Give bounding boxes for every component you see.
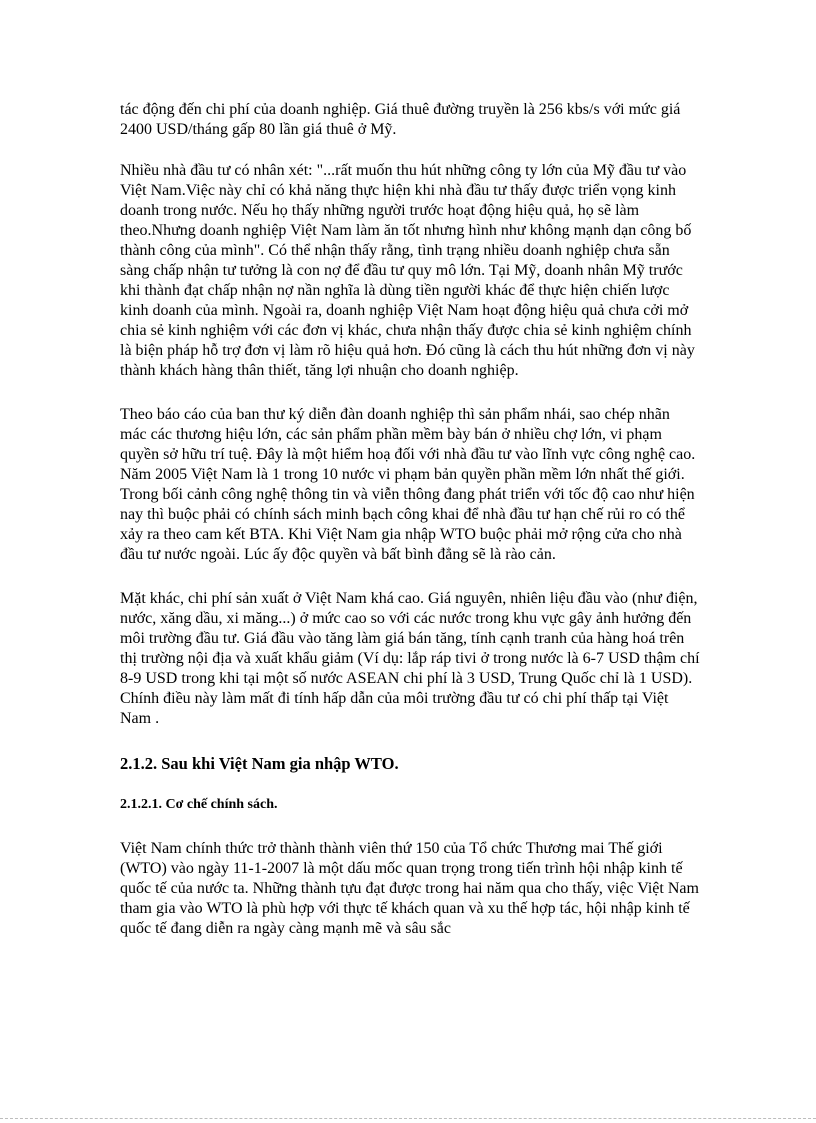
paragraph-investor-comments: Nhiều nhà đầu tư có nhân xét: "...rất muốn thu hút những công ty lớn của Mỹ đầu tư vào Việt Nam.Việc này chỉ có khả năng thực hiện khi nhà đầu tư thấy được triển vọng kinh doanh trong nước. Nếu họ thấy những người trước hoạt động hiệu quả, họ sẽ làm theo.Nhưng doanh nghiệp Việt Nam làm ăn tốt nhưng hình như không mạnh dạn công bố thành công của mình". Có thể nhận thấy rằng, tình trạng nhiều doanh nghiệp chưa sẵn sàng chấp nhận tư tưởng là con nợ để đầu tư quy mô lớn. Tại Mỹ, doanh nhân Mỹ trước khi thành đạt chấp nhận nợ nần nghĩa là dùng tiền người khác để thực hiện chiến lược kinh doanh của mình. Ngoài ra, doanh nghiệp Việt Nam hoạt động hiệu quả chưa cởi mở chia sẻ kinh nghiệm với các đơn vị khác, chưa nhận thấy được chia sẻ kinh nghiệm chính là biện pháp hỗ trợ đơn vị làm rõ hiệu quả hơn. Đó cũng là cách thu hút những đơn vị này thành khách hàng thân thiết, tăng lợi nhuận cho doanh nghiệp. xyxy=(120,162,695,379)
page-body xyxy=(120,100,700,963)
subsection-heading: 2.1.2.1. Cơ chế chính sách. xyxy=(120,797,278,812)
page-bottom-divider xyxy=(0,1118,816,1119)
section-heading: 2.1.2. Sau khi Việt Nam gia nhập WTO. xyxy=(120,754,399,773)
paragraph-intellectual-property: Theo báo cáo của ban thư ký diễn đàn doanh nghiệp thì sản phẩm nhái, sao chép nhãn mác các thương hiệu lớn, các sản phẩm phần mềm bày bán ở nhiều chợ lớn, vi phạm quyền sở hữu trí tuệ. Đây là một hiểm hoạ đối với nhà đầu tư vào lĩnh vực công nghệ cao. Năm 2005 Việt Nam là 1 trong 10 nước vi phạm bản quyền phần mềm lớn nhất thế giới. Trong bối cảnh công nghệ thông tin và viễn thông đang phát triển với tốc độ cao như hiện nay thì buộc phải có chính sách minh bạch công khai để nhà đầu tư hạn chế rủi ro có thể xảy ra theo cam kết BTA. Khi Việt Nam gia nhập WTO buộc phải mở rộng cửa cho nhà đầu tư nước ngoài. Lúc ấy độc quyền và bất bình đẳng sẽ là rào cản. xyxy=(120,406,696,563)
paragraph-wto-membership: Việt Nam chính thức trở thành thành viên thứ 150 của Tổ chức Thương mai Thế giới (WTO) vào ngày 11-1-2007 là một dấu mốc quan trọng trong tiến trình hội nhập kinh tế quốc tế của nước ta. Những thành tựu đạt được trong hai năm qua cho thấy, việc Việt Nam tham gia vào WTO là phù hợp với thực tế khách quan và xu thế hợp tác, hội nhập kinh tế quốc tế đang diễn ra ngày càng mạnh mẽ và sâu sắc xyxy=(120,840,699,937)
paragraph-transmission-cost: tác động đến chi phí của doanh nghiệp. Giá thuê đường truyền là 256 kbs/s với mức giá 2400 USD/tháng gấp 80 lần giá thuê ở Mỹ. xyxy=(120,101,681,138)
paragraph-production-cost: Mặt khác, chi phí sản xuất ở Việt Nam khá cao. Giá nguyên, nhiên liệu đầu vào (như điện, nước, xăng dầu, xi măng...) ở mức cao so với các nước trong khu vực gây ảnh hưởng đến môi trường đầu tư. Giá đầu vào tăng làm giá bán tăng, tính cạnh tranh của hàng hoá trên thị trường nội địa và xuất khẩu giảm (Ví dụ: lắp ráp tivi ở trong nước là 6-7 USD thậm chí 8-9 USD trong khi tại một số nước ASEAN chi phí là 3 USD, Trung Quốc chỉ là 1 USD). Chính điều này làm mất đi tính hấp dẫn của môi trường đầu tư có chi phí thấp tại Việt Nam . xyxy=(120,590,700,727)
